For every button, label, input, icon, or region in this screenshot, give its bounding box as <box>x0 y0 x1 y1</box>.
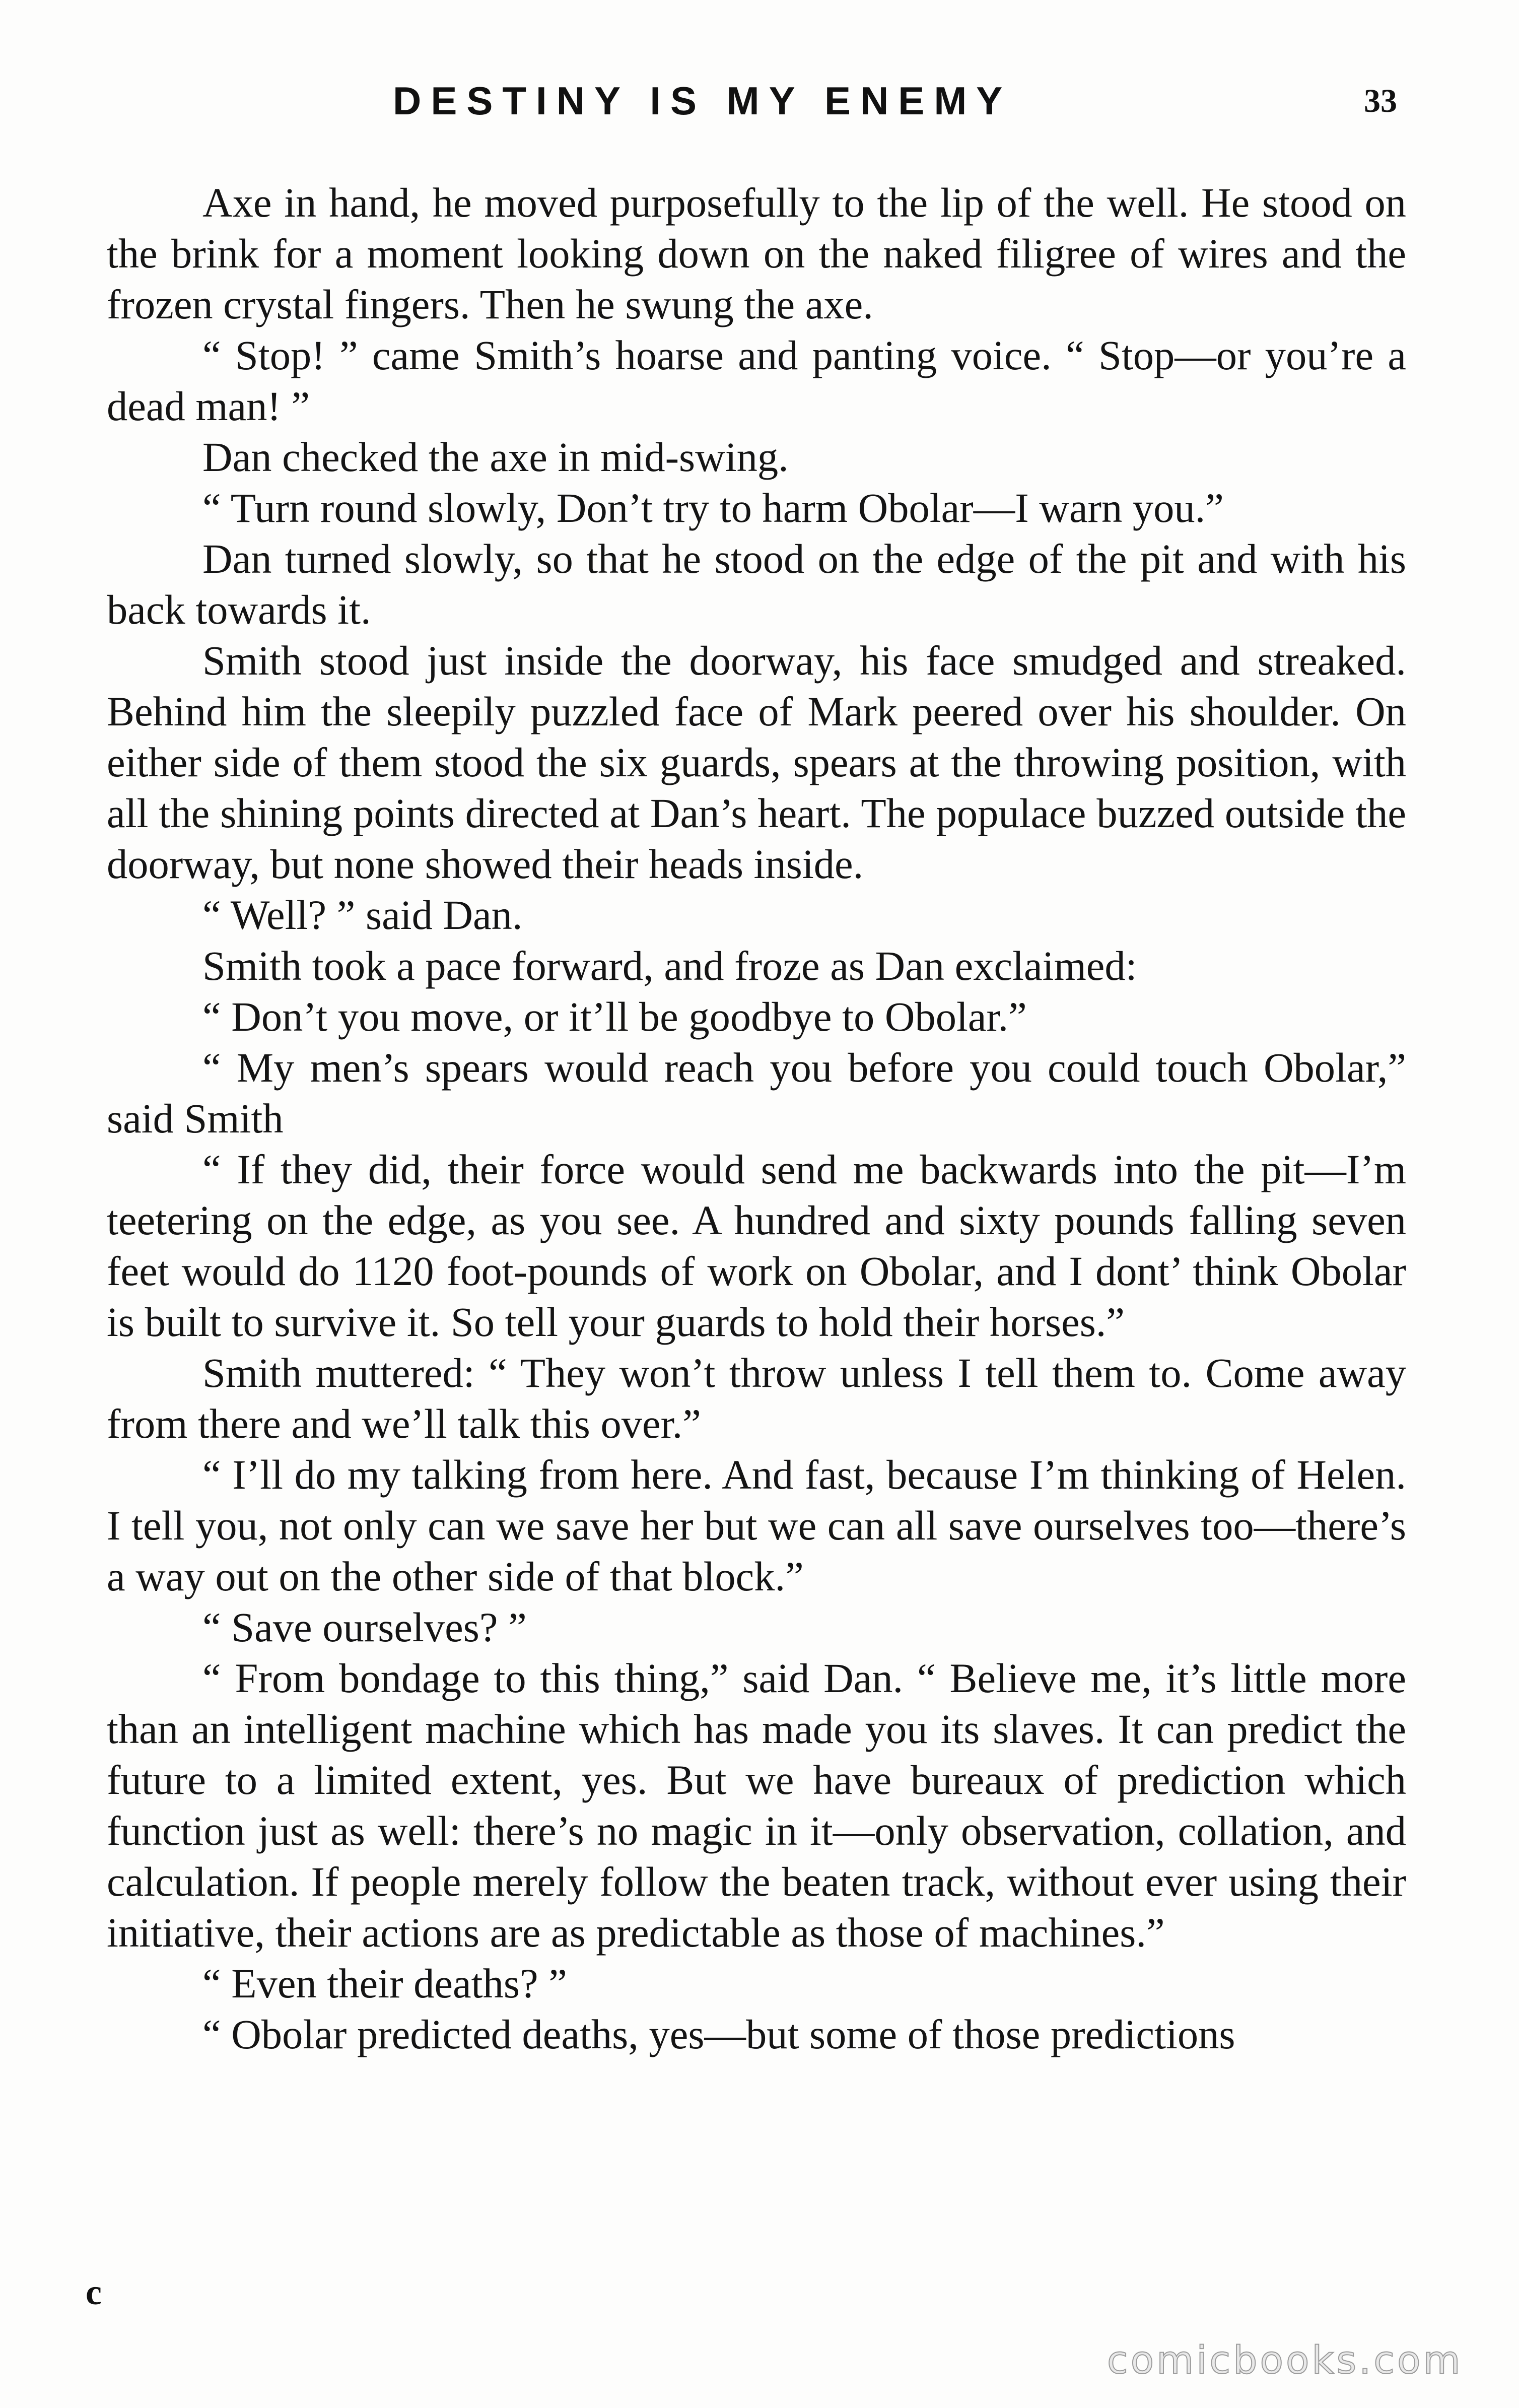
paragraph: Dan checked the axe in mid-swing. <box>202 434 789 480</box>
paragraph: “ Well? ” said Dan. <box>202 892 523 938</box>
watermark: comicbooks.com <box>1107 2337 1463 2382</box>
running-head <box>0 76 1519 126</box>
paragraph: “ I’ll do my talking from here. And fast, because I’m thinking of Helen. I tell you, not only can we save her but we can all save ourselves too—there’s a way out on the other side of that block.” <box>107 1451 1406 1599</box>
paragraph: “ From bondage to this thing,” said Dan. “ Believe me, it’s little more than an intelligent machine which has made you its slaves. It can predict the future to a limited extent, yes. But we have bureaux of prediction which function just as well: there’s no magic in it—only observation, collation, and calculation. If people merely follow the beaten track, without ever using their initiative, their actions are as predictable as those of machines.” <box>107 1655 1406 1956</box>
paragraph: Smith took a pace forward, and froze as Dan exclaimed: <box>202 943 1137 989</box>
paragraph: “ Turn round slowly, Don’t try to harm Obolar—I warn you.” <box>202 485 1224 531</box>
paragraph: “ Stop! ” came Smith’s hoarse and panting voice. “ Stop—or you’re a dead man! ” <box>107 332 1406 429</box>
page-number: 33 <box>1364 83 1397 119</box>
paragraph: “ Even their deaths? ” <box>202 1960 567 2006</box>
paragraph: Smith muttered: “ They won’t throw unless I tell them to. Come away from there and we’ll talk this over.” <box>107 1350 1406 1447</box>
signature-mark: c <box>86 2272 102 2312</box>
paragraph: “ Obolar predicted deaths, yes—but some of those predictions <box>202 2011 1235 2057</box>
paragraph: “ If they did, their force would send me backwards into the pit—I’m teetering on the edge, as you see. A hundred and sixty pounds falling seven feet would do 1120 foot-pounds of work on Obolar, and I dont’ think Obolar is built to survive it. So tell your guards to hold their horses.” <box>107 1146 1406 1345</box>
paragraph: “ Don’t you move, or it’ll be goodbye to Obolar.” <box>202 993 1027 1040</box>
paragraph: “ Save ourselves? ” <box>202 1604 527 1650</box>
body-text <box>107 177 1406 2060</box>
running-title: DESTINY IS MY ENEMY <box>393 79 1012 123</box>
paragraph: Axe in hand, he moved purposefully to the lip of the well. He stood on the brink for a moment looking down on the naked filigree of wires and the frozen crystal fingers. Then he swung the axe. <box>107 179 1406 327</box>
paragraph: Dan turned slowly, so that he stood on the edge of the pit and with his back towards it. <box>107 536 1406 633</box>
paragraph: Smith stood just inside the doorway, his face smudged and streaked. Behind him the sleepily puzzled face of Mark peered over his shoulder. On either side of them stood the six guards, spears at the throwing position, with all the shining points directed at Dan’s heart. The populace buzzed outside the doorway, but none showed their heads inside. <box>107 637 1406 887</box>
paragraph: “ My men’s spears would reach you before you could touch Obolar,” said Smith <box>107 1044 1406 1142</box>
